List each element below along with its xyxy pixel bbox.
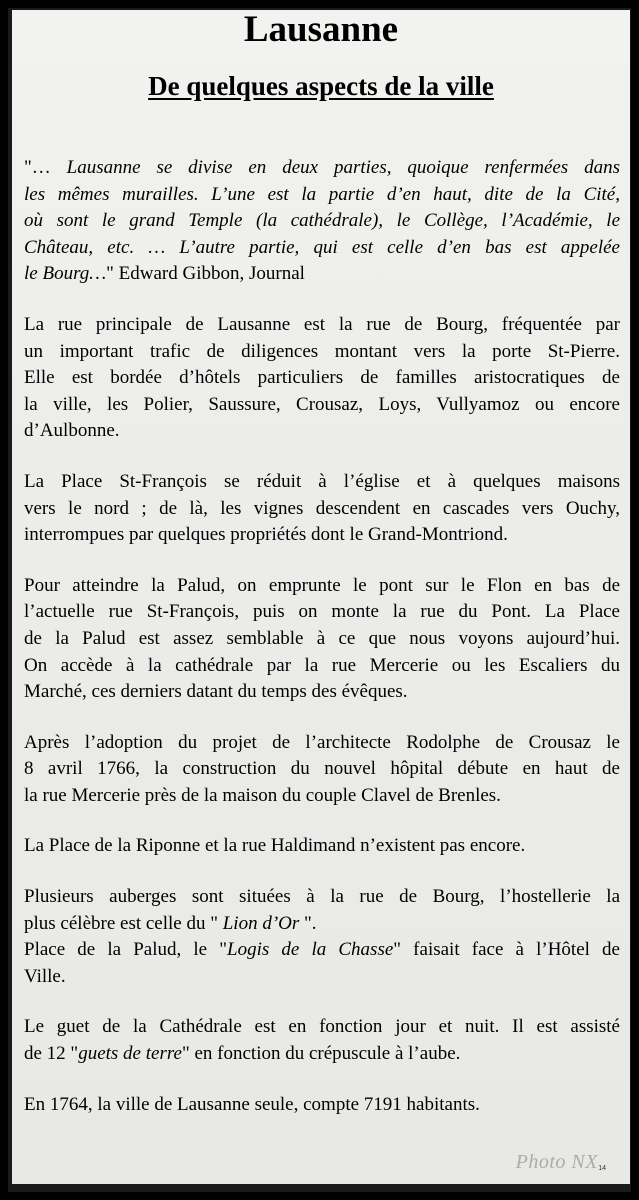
- text-line: vers le nord ; de là, les vignes descendent en cascades vers Ouchy,: [24, 497, 620, 519]
- text-line: En 1764, la ville de Lausanne seule, compte 7191 habitants.: [24, 1093, 480, 1115]
- text-line: Ville.: [24, 965, 66, 987]
- text-line: Marché, ces derniers datant du temps des évêques.: [24, 681, 408, 703]
- text-line: Château, etc. … L’autre partie, qui est celle d’en bas est appelée: [24, 236, 620, 258]
- paragraph-rue-de-bourg: [24, 312, 620, 445]
- text-line: le Bourg…" Edward Gibbon, Journal: [24, 263, 305, 285]
- paragraph-riponne: [24, 833, 620, 860]
- text-line: "… Lausanne se divise en deux parties, quoique renfermées dans: [24, 157, 620, 178]
- text-line: La Place St-François se réduit à l’église et à quelques maisons: [24, 470, 620, 492]
- page-subtitle: De quelques aspects de la ville: [148, 71, 494, 101]
- text-line: de la Palud est assez semblable à ce que nous voyons aujourd’hui.: [24, 627, 620, 649]
- quote-paragraph: [24, 155, 620, 288]
- paragraph-guet: [24, 1014, 620, 1067]
- page-title: Lausanne: [243, 10, 399, 50]
- text-line: un important trafic de diligences montant vers la porte St-Pierre.: [24, 340, 620, 362]
- page-number: 14: [598, 1165, 606, 1172]
- text-line: La rue principale de Lausanne est la rue de Bourg, fréquentée par: [24, 313, 620, 335]
- text-line: interrompues par quelques propriétés dont le Grand-Montriond.: [24, 524, 508, 546]
- text-line: plus célèbre est celle du " Lion d’Or ".: [24, 912, 317, 934]
- text-line: de 12 "guets de terre" en fonction du crépuscule à l’aube.: [24, 1043, 461, 1065]
- text-line: Place de la Palud, le "Logis de la Chasse" faisait face à l’Hôtel de: [24, 939, 620, 961]
- text-line: Après l’adoption du projet de l’architecte Rodolphe de Crousaz le: [24, 731, 620, 753]
- text-line: Elle est bordée d’hôtels particuliers de familles aristocratiques de: [24, 367, 620, 389]
- text-line: les mêmes murailles. L’une est la partie d’en haut, dite de la Cité,: [24, 183, 620, 205]
- text-line: l’actuelle rue St-François, puis on monte la rue du Pont. La Place: [24, 601, 620, 623]
- text-line: 8 avril 1766, la construction du nouvel hôpital débute en haut de: [24, 758, 620, 780]
- text-line: Le guet de la Cathédrale est en fonction jour et nuit. Il est assisté: [24, 1016, 620, 1038]
- paragraph-st-francois: [24, 469, 620, 549]
- document-body: [24, 155, 620, 1142]
- text-line: On accède à la cathédrale par la rue Mercerie ou les Escaliers du: [24, 654, 620, 676]
- text-line: Pour atteindre la Palud, on emprunte le pont sur le Flon en bas de: [24, 574, 620, 596]
- text-line: la rue Mercerie près de la maison du couple Clavel de Brenles.: [24, 784, 501, 806]
- paragraph-hopital: [24, 730, 620, 810]
- text-line: d’Aulbonne.: [24, 420, 120, 442]
- document-panel: [12, 10, 630, 1184]
- text-line: la ville, les Polier, Saussure, Crousaz, Loys, Vullyamoz ou encore: [24, 393, 620, 415]
- paragraph-population: [24, 1092, 620, 1119]
- text-line: où sont le grand Temple (la cathédrale), le Collège, l’Académie, le: [24, 210, 620, 232]
- paragraph-palud: [24, 573, 620, 706]
- photo-watermark: Photo NX: [515, 1151, 598, 1173]
- text-line: Plusieurs auberges sont situées à la rue de Bourg, l’hostellerie la: [24, 886, 620, 908]
- paragraph-auberges: [24, 884, 620, 990]
- text-line: La Place de la Riponne et la rue Haldimand n’existent pas encore.: [24, 835, 526, 857]
